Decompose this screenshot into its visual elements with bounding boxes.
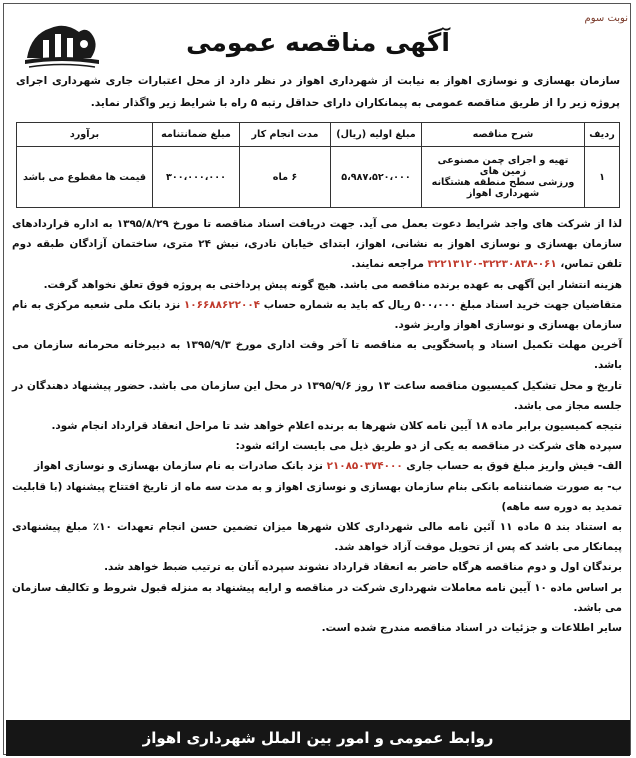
- bank-account-number: ۱۰۶۶۸۸۶۲۲۰۰۴: [183, 298, 261, 311]
- cell-estimate: قیمت ها مقطوع می باشد: [17, 147, 153, 208]
- tender-table: [16, 122, 620, 208]
- cell-description-line-2: ورزشی سطح منطقه هشتگانه شهرداری اهواز: [431, 177, 575, 199]
- phone-number: ۰۶۱-۳۲۲۳۰۸۳۸-۳۲۲۱۳۱۲۰: [427, 258, 557, 271]
- paragraph-acceptance: بر اساس ماده ۱۰ آیین نامه معاملات شهرداری شرکت در مناقصه و ارایه پیشنهاد به منزله قبول شروط و تکالیف سازمان می باشد.: [12, 581, 622, 614]
- paragraph-other-info: سایر اطلاعات و جزئیات در اسناد مناقصه مندرج شده است.: [321, 622, 622, 635]
- paragraph-8-end: نزد بانک صادرات به نام سازمان بهسازی و نوسازی اهواز: [34, 460, 323, 473]
- notice-number: نوبت سوم: [584, 13, 628, 24]
- paragraph-3-start: متقاضیان جهت خرید اسناد مبلغ ۵۰۰،۰۰۰ ریال که باید به شماره حساب: [263, 298, 623, 311]
- paragraph-deposit-methods: سپرده های شرکت در مناقصه به یکی از دو طریق ذیل می بایست ارائه شود:: [235, 440, 622, 453]
- paragraph-1-text: لذا از شرکت های واجد شرایط دعوت بعمل می آید. جهت دریافت اسناد مناقصه تا مورخ ۱۳۹۵/۸/۲۹ به اداره قراردادهای سازمان بهسازی و نوسازی اهواز به نشانی، اهواز، ابتدای خیابان نادری، نبش ۲۴ متری، ساختمان آزادگان طبقه دوم تلفن تماس،: [12, 218, 623, 271]
- header-guarantee: مبلغ ضمانتنامه: [153, 123, 240, 147]
- cell-description: [422, 147, 585, 208]
- cell-duration: ۶ ماه: [240, 147, 331, 208]
- cell-initial-amount: ۵،۹۸۷،۵۲۰،۰۰۰: [331, 147, 422, 208]
- footer-banner: روابط عمومی و امور بین الملل شهرداری اهواز: [6, 720, 630, 756]
- header-estimate: برآورد: [17, 123, 153, 147]
- paragraph-result: نتیجه کمیسیون برابر ماده ۱۸ آیین نامه کلان شهرها به برنده اعلام خواهد شد تا مراحل انعقاد قرارداد انجام شود.: [51, 420, 622, 433]
- paragraph-forfeit: برندگان اول و دوم مناقصه هرگاه حاضر به انعقاد قرارداد نشوند سپرده آنان به ترتیب ضبط خواهد شد.: [104, 561, 622, 574]
- paragraph-deadline: آخرین مهلت تکمیل اسناد و پاسخگویی به مناقصه تا آخر وقت اداری مورخ ۱۳۹۵/۹/۳ به دبیرخانه محرمانه سازمان می باشد.: [12, 339, 623, 372]
- paragraph-document-collection: [12, 214, 622, 275]
- notice-title: آگهی مناقصه عمومی: [186, 28, 450, 57]
- tender-table-header-row: [17, 123, 620, 147]
- notice-body: [12, 214, 622, 638]
- current-account-number: ۲۱۰۸۵۰۳۷۴۰۰۰: [326, 460, 403, 473]
- paragraph-8-start: الف- فیش واریز مبلغ فوق به حساب جاری: [406, 460, 622, 473]
- paragraph-deposit-option-a: [12, 456, 622, 476]
- header-initial-amount: مبلغ اولیه (ریال): [331, 123, 422, 147]
- paragraph-performance-guarantee: به استناد بند ۵ ماده ۱۱ آئین نامه مالی شهرداری کلان شهرها میزان تضمین حسن انجام تعهدات ۱۰٪ مبلغ پیشنهادی پیمانکار می باشد که پس از تحویل موقت آزاد خواهد شد.: [12, 521, 622, 554]
- header-row-number: ردیف: [585, 123, 620, 147]
- header-description: شرح مناقصه: [422, 123, 585, 147]
- table-row: [17, 147, 620, 208]
- municipality-logo-icon: [21, 14, 103, 72]
- cell-row-number: ۱: [585, 147, 620, 208]
- cell-guarantee-amount: ۳۰۰،۰۰۰،۰۰۰: [153, 147, 240, 208]
- cell-description-line-1: تهیه و اجرای چمن مصنوعی زمین های: [437, 155, 569, 177]
- paragraph-deposit-option-b: ب- به صورت ضمانتنامه بانکی بنام سازمان بهسازی و نوسازی اهواز و به مدت سه ماه از تاریخ افتتاح پیشنهاد (با قابلیت تمدید به دوره سه ماهه): [12, 480, 622, 513]
- paragraph-1-end: مراجعه نمایند.: [351, 258, 424, 271]
- header-duration: مدت انجام کار: [240, 123, 331, 147]
- paragraph-3-end: نزد بانک ملی شعبه مرکزی به نام سازمان بهسازی و نوسازی اهواز واریز شود.: [12, 298, 622, 332]
- paragraph-publication-cost: هزینه انتشار این آگهی به عهده برنده مناقصه می باشد. هیچ گونه پیش پرداختی به پروژه فوق تعلق نخواهد گرفت.: [43, 278, 622, 291]
- intro-line-1: سازمان بهسازی و نوسازی اهواز به نیابت از شهرداری اهواز در نظر دارد از محل اعتبارات جاری شهرداری: [51, 75, 620, 87]
- intro-paragraph: [16, 70, 620, 114]
- intro-line-2: اجرای پروژه زیر را از طریق مناقصه عمومی به پیمانکاران دارای حداقل رتبه ۵ راه با شرایط زیر واگذار نماید.: [16, 75, 620, 109]
- paragraph-document-purchase: [12, 295, 622, 335]
- paragraph-commission: تاریخ و محل تشکیل کمیسیون مناقصه ساعت ۱۳ روز ۱۳۹۵/۹/۶ در محل این سازمان می باشد. حضور پیشنهاد دهندگان در جلسه مجاز می باشد.: [12, 379, 622, 412]
